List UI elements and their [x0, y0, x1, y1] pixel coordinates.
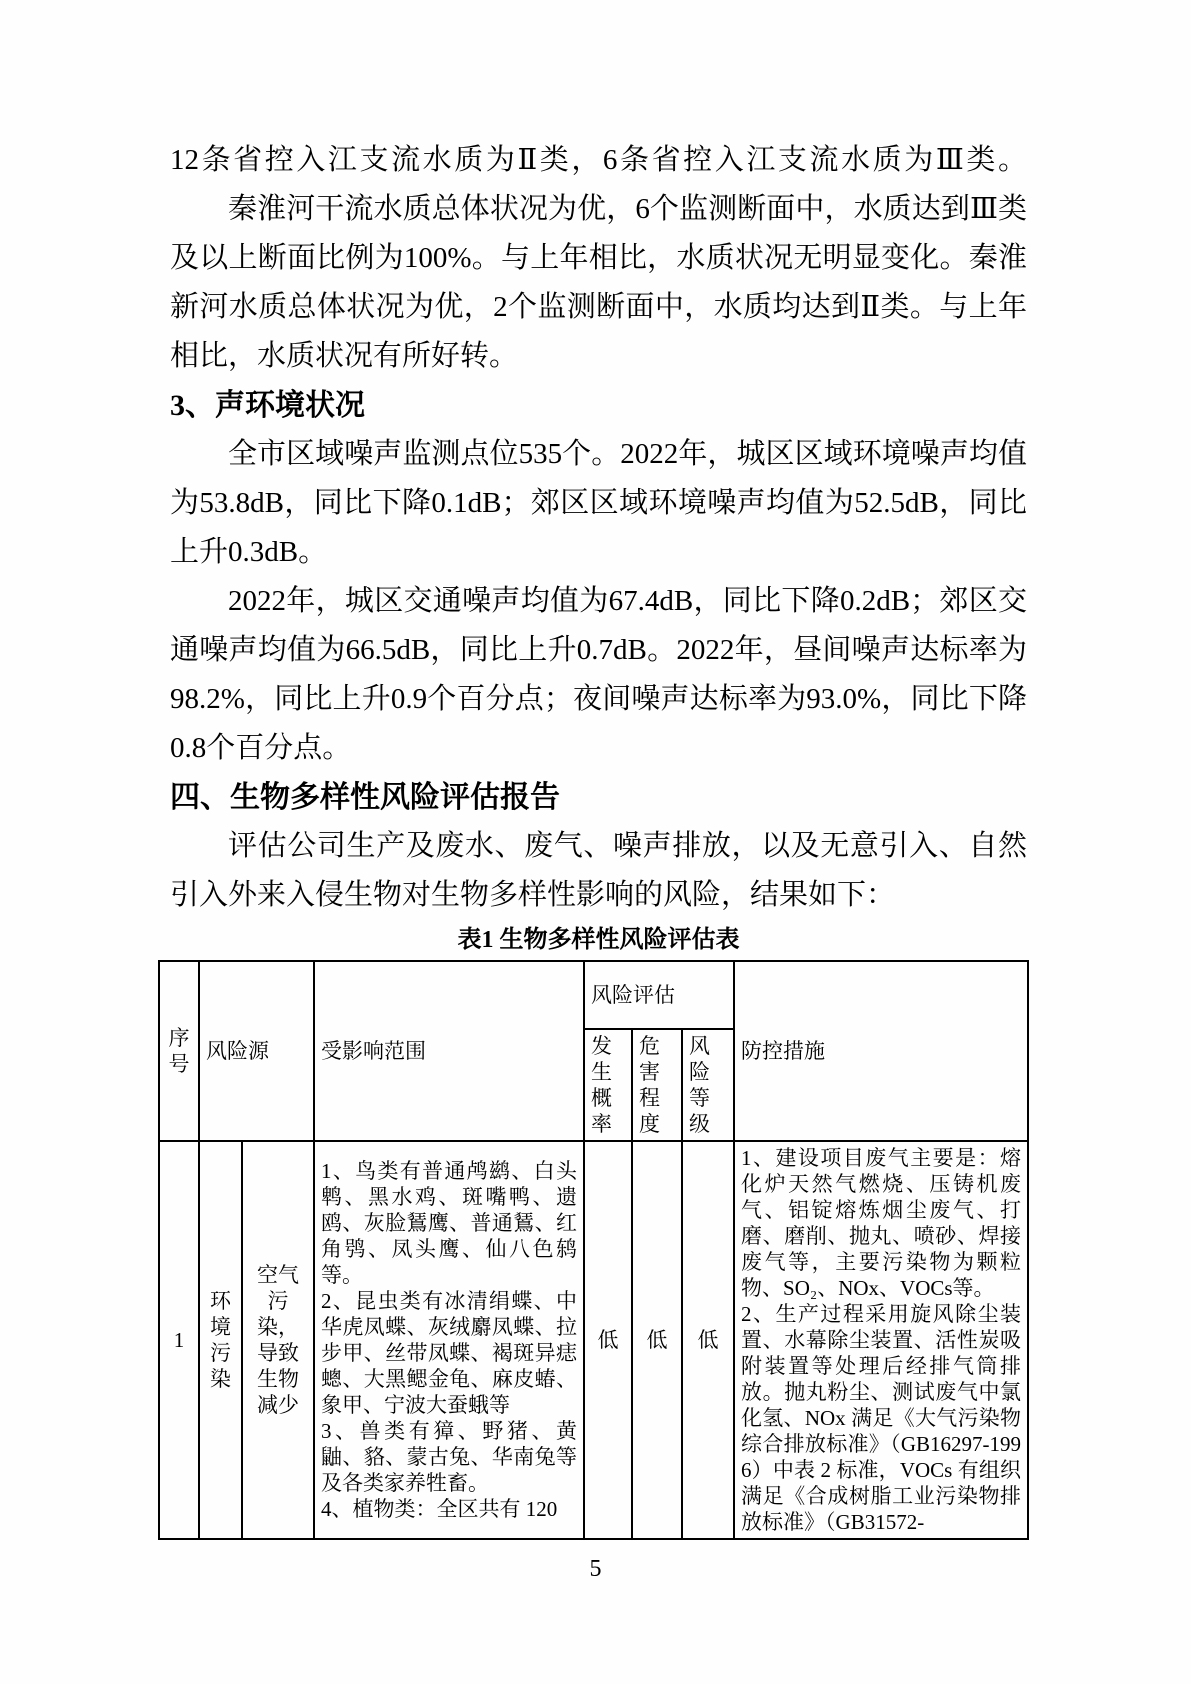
cell-control-measures	[734, 1141, 1028, 1539]
cell-risk-level: 低	[682, 1141, 734, 1539]
cell-probability: 低	[584, 1141, 632, 1539]
biodiversity-risk-table	[158, 960, 1029, 1540]
paragraph-biodiversity-intro: 评估公司生产及废水、废气、噪声排放，以及无意引入、自然引入外来入侵生物对生物多样性影响的风险，结果如下：	[170, 830, 1027, 911]
control-measures-item-waste-gas: 1、建设项目废气主要是：熔化炉天然气燃烧、压铸机废气、铝锭熔炼烟尘废气、打磨、磨削、抛丸、喷砂、焊接废气等，主要污染物为颗粒物、SO₂、NOx、VOCs等。	[741, 1146, 1022, 1300]
cell-index: 1	[159, 1141, 199, 1539]
affected-scope-item-mammals: 3、兽类有獐、野猪、黄鼬、貉、蒙古兔、华南兔等及各类家养牲畜。	[321, 1419, 577, 1495]
table-caption: 表1 生物多样性风险评估表	[457, 927, 740, 953]
page-number: 5	[589, 1556, 602, 1582]
table-row	[159, 1141, 1028, 1539]
affected-scope-item-insects: 2、昆虫类有冰清绢蝶、中华虎凤蝶、灰绒麝凤蝶、拉步甲、丝带凤蝶、褐斑异痣蟌、大黑鳃金龟、麻皮蝽、象甲、宁波大蚕蛾等	[321, 1289, 577, 1417]
col-header-risk-source: 风险源	[199, 961, 314, 1141]
paragraph-qinhuai-river: 秦淮河干流水质总体状况为优，6个监测断面中，水质达到Ⅲ类及以上断面比例为100%。与上年相比，水质状况无明显变化。秦淮新河水质总体状况为优，2个监测断面中，水质均达到Ⅱ类。与上年相比，水质状况有所好转。	[170, 193, 1027, 372]
col-header-control-measures: 防控措施	[734, 961, 1028, 1141]
col-header-affected-scope: 受影响范围	[314, 961, 584, 1141]
col-header-risk-assessment: 风险评估	[584, 961, 734, 1029]
col-header-index: 序号	[159, 961, 199, 1141]
heading-noise-environment: 3、声环境状况	[170, 389, 365, 422]
cell-risk-source-detail: 空气污染，导致生物减少	[242, 1141, 314, 1539]
table-header-row-1	[159, 961, 1028, 1029]
cell-harm-degree: 低	[632, 1141, 682, 1539]
col-header-harm-degree: 危害程度	[632, 1029, 682, 1141]
affected-scope-item-plants: 4、植物类：全区共有 120	[321, 1497, 558, 1521]
col-header-probability: 发生概率	[584, 1029, 632, 1141]
col-header-risk-level: 风险等级	[682, 1029, 734, 1141]
paragraph-water-quality-continuation: 12条省控入江支流水质为Ⅱ类，6条省控入江支流水质为Ⅲ类。	[170, 144, 1027, 176]
cell-risk-source-category: 环境污染	[199, 1141, 242, 1539]
affected-scope-item-birds: 1、鸟类有普通鸬鹚、白头鹎、黑水鸡、斑嘴鸭、遗鸥、灰脸鵟鹰、普通鵟、红角鸮、凤头鹰、仙八色鸫等。	[321, 1159, 577, 1287]
cell-affected-scope	[314, 1141, 584, 1539]
control-measures-item-treatment: 2、生产过程采用旋风除尘装置、水幕除尘装置、活性炭吸附装置等处理后经排气筒排放。抛丸粉尘、测试废气中氯化氢、NOx 满足《大气污染物综合排放标准》（GB16297-1996）中表 2 标准，VOCs 有组织满足《合成树脂工业污染物排放标准》（GB31572-	[741, 1302, 1022, 1534]
page-content	[170, 136, 1027, 1540]
heading-biodiversity-report: 四、生物多样性风险评估报告	[170, 781, 560, 814]
paragraph-traffic-noise: 2022年，城区交通噪声均值为67.4dB，同比下降0.2dB；郊区交通噪声均值为66.5dB，同比上升0.7dB。2022年，昼间噪声达标率为98.2%，同比上升0.9个百分点；夜间噪声达标率为93.0%，同比下降0.8个百分点。	[170, 585, 1027, 764]
paragraph-regional-noise: 全市区域噪声监测点位535个。2022年，城区区域环境噪声均值为53.8dB，同比下降0.1dB；郊区区域环境噪声均值为52.5dB，同比上升0.3dB。	[170, 438, 1027, 568]
